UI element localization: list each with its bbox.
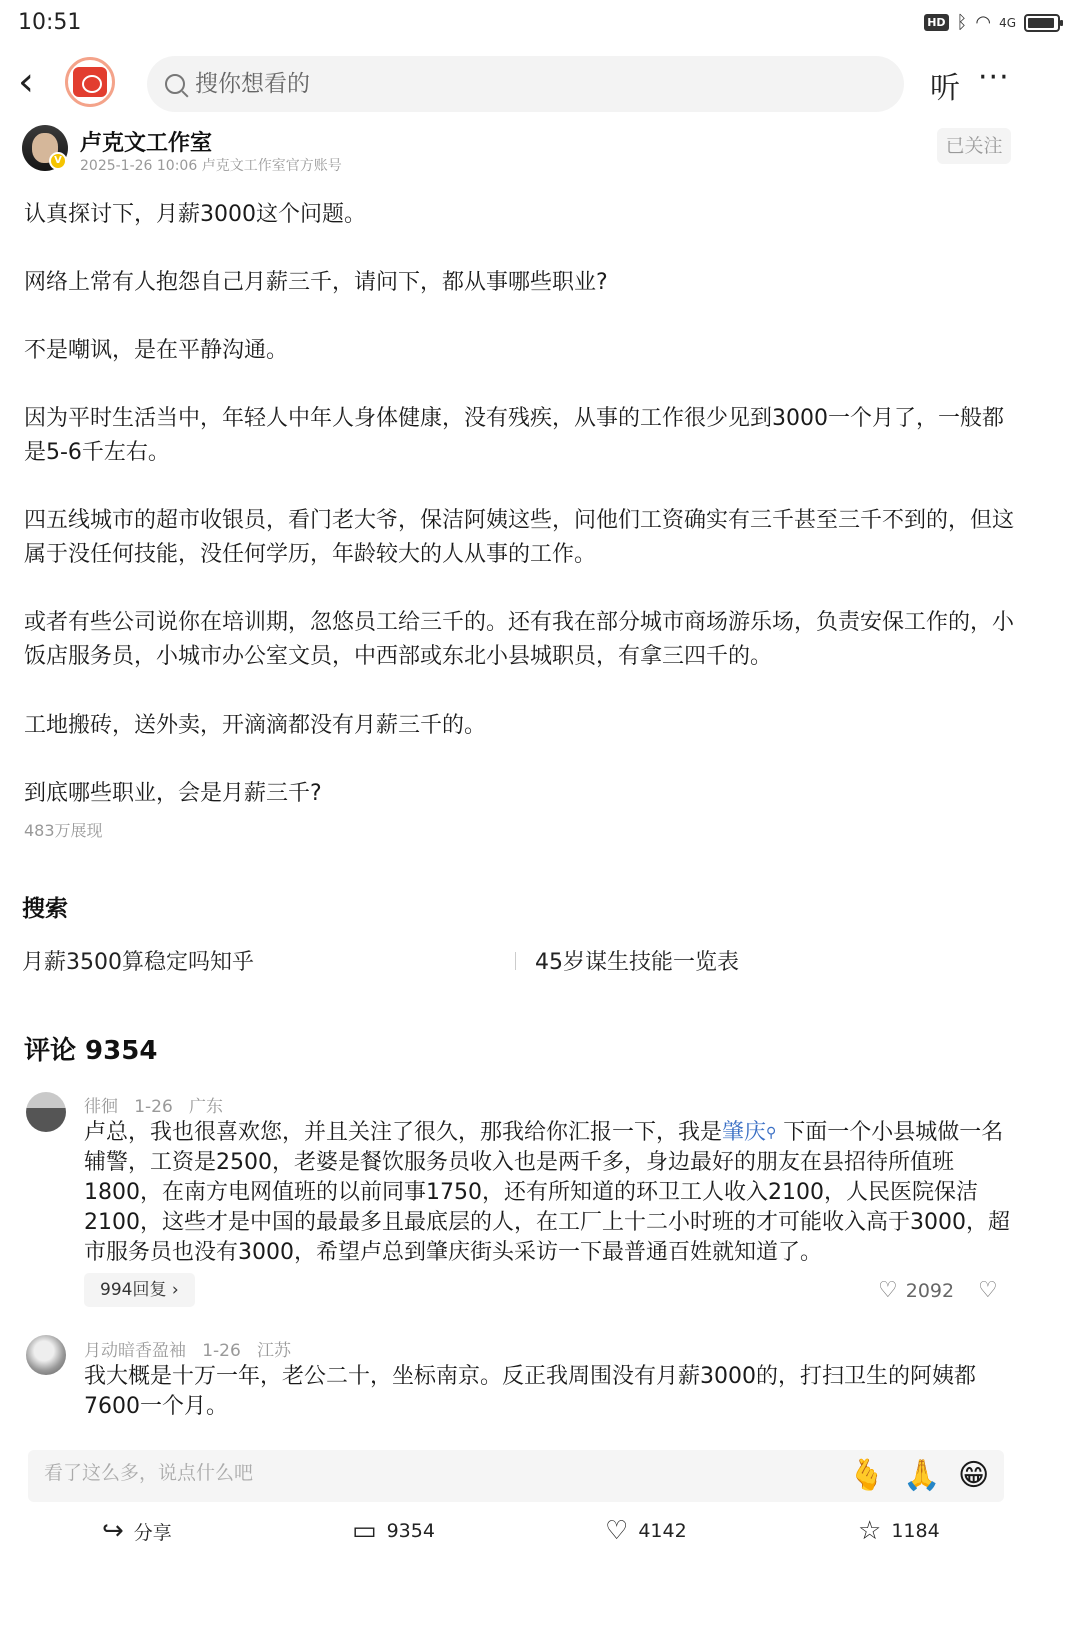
post-paragraph: 工地搬砖，送外卖，开滴滴都没有月薪三千的。	[24, 713, 487, 738]
listen-button[interactable]: 听	[930, 71, 960, 106]
status-icons	[924, 12, 1060, 33]
related-search-link[interactable]: 月薪3500算稳定吗知乎	[22, 950, 254, 975]
commenter-name[interactable]: 徘徊	[84, 1097, 118, 1117]
comment-meta	[84, 1092, 223, 1117]
comment-icon: ▭	[352, 1516, 377, 1546]
post-paragraph: 到底哪些职业，会是月薪三千?	[24, 781, 322, 806]
signal-icon: 4G	[999, 15, 1016, 30]
post-paragraph: 因为平时生活当中，年轻人中年人身体健康，没有残疾，从事的工作很少见到3000一个月了，一般都是5-6千左右。	[24, 406, 1004, 465]
post-paragraph: 认真探讨下，月薪3000这个问题。	[24, 202, 366, 227]
comment-date: 1-26	[202, 1341, 241, 1361]
divider	[515, 952, 516, 970]
grin-emoji-icon[interactable]: 😁	[958, 1458, 990, 1493]
hd-icon: HD	[924, 14, 948, 31]
comment-text-part: 下面一个小县城做一名辅警，工资是2500，老婆是餐饮服务员收入也是两千多，身边最好的朋友在县招待所值班1800，在南方电网值班的以前同事1750，还有所知道的环卫工人收入2100，人民医院保洁2100，这些才是中国的最最多且最底层的人，在工厂上十二小时班的才可能收入高于3000，超市服务员也没有3000，希望卢总到肇庆街头采访一下最普通百姓就知道了。	[84, 1120, 1010, 1265]
comment-text-part: 卢总，我也很喜欢您，并且关注了很久，那我给你汇报一下，我是	[84, 1120, 723, 1145]
related-search-link[interactable]: 45岁谋生技能一览表	[535, 950, 739, 975]
back-chevron-icon[interactable]: ‹	[18, 59, 34, 105]
favorite-button[interactable]	[858, 1516, 940, 1546]
broken-heart-icon[interactable]: ♡	[978, 1278, 998, 1303]
comment-input[interactable]	[44, 1462, 824, 1484]
search-input[interactable]	[195, 71, 875, 97]
favorite-count: 1184	[891, 1520, 940, 1542]
status-time: 10:51	[18, 10, 82, 35]
comment-date: 1-26	[134, 1097, 173, 1117]
post-paragraph: 或者有些公司说你在培训期，忽悠员工给三千的。还有我在部分城市商场游乐场，负责安保工作的，小饭店服务员，小城市办公室文员，中西部或东北小县城职员，有拿三四千的。	[24, 610, 1015, 669]
post-paragraph: 网络上常有人抱怨自己月薪三千，请问下，都从事哪些职业?	[24, 270, 608, 295]
verified-badge-icon: V	[49, 152, 67, 170]
comment-like[interactable]	[878, 1278, 954, 1303]
post-meta: 2025-1-26 10:06 卢克文工作室官方账号	[80, 158, 342, 174]
follow-button[interactable]: 已关注	[937, 128, 1011, 164]
comment-button[interactable]	[352, 1516, 435, 1546]
commenter-avatar[interactable]	[26, 1335, 66, 1375]
search-section-title: 搜索	[22, 896, 68, 922]
comment-count: 9354	[386, 1520, 435, 1542]
comments-title: 评论 9354	[24, 1036, 158, 1066]
search-keyword-link[interactable]: 肇庆	[722, 1120, 767, 1145]
post-paragraph: 四五线城市的超市收银员，看门老大爷，保洁阿姨这些，问他们工资确实有三千甚至三千不到的，但这属于没任何技能，没任何学历，年龄较大的人从事的工作。	[24, 508, 1015, 567]
star-icon: ☆	[858, 1516, 882, 1546]
dislike-button[interactable]	[978, 1278, 998, 1303]
search-bar[interactable]	[147, 56, 904, 112]
more-icon[interactable]: ···	[978, 60, 1010, 95]
like-count: 2092	[905, 1279, 955, 1302]
comment-input-bar[interactable]	[28, 1450, 1004, 1502]
share-button[interactable]	[102, 1516, 172, 1546]
bluetooth-icon: ᛒ	[956, 12, 968, 33]
share-icon: ↪	[102, 1516, 124, 1546]
finger-heart-emoji-icon[interactable]: 🫰	[848, 1458, 886, 1493]
post-paragraph: 不是嘲讽，是在平静沟通。	[24, 338, 289, 363]
comment-text: 我大概是十万一年，老公二十，坐标南京。反正我周围没有月薪3000的，打扫卫生的阿姨都7600一个月。	[84, 1364, 976, 1419]
view-count: 483万展现	[24, 821, 103, 840]
share-label: 分享	[133, 1521, 172, 1544]
commenter-name[interactable]: 月动暗香盈袖	[84, 1341, 186, 1361]
search-icon[interactable]: ⚲	[766, 1125, 777, 1141]
comment-text	[84, 1118, 1014, 1268]
comment-location: 广东	[189, 1097, 224, 1117]
like-button[interactable]	[605, 1516, 687, 1546]
app-logo-icon[interactable]	[65, 57, 115, 107]
comment-meta	[84, 1336, 291, 1361]
commenter-avatar[interactable]	[26, 1092, 66, 1132]
author-name[interactable]: 卢克文工作室	[80, 131, 213, 156]
wifi-icon: ◠	[975, 12, 992, 33]
like-count: 4142	[638, 1520, 687, 1542]
battery-icon	[1024, 14, 1060, 32]
search-icon	[165, 74, 185, 94]
pray-emoji-icon[interactable]: 🙏	[903, 1458, 941, 1493]
status-bar	[0, 0, 1080, 48]
comment-location: 江苏	[257, 1341, 292, 1361]
replies-button[interactable]: 994回复 ›	[84, 1273, 195, 1307]
heart-icon[interactable]: ♡	[878, 1278, 898, 1303]
heart-icon: ♡	[605, 1516, 629, 1546]
